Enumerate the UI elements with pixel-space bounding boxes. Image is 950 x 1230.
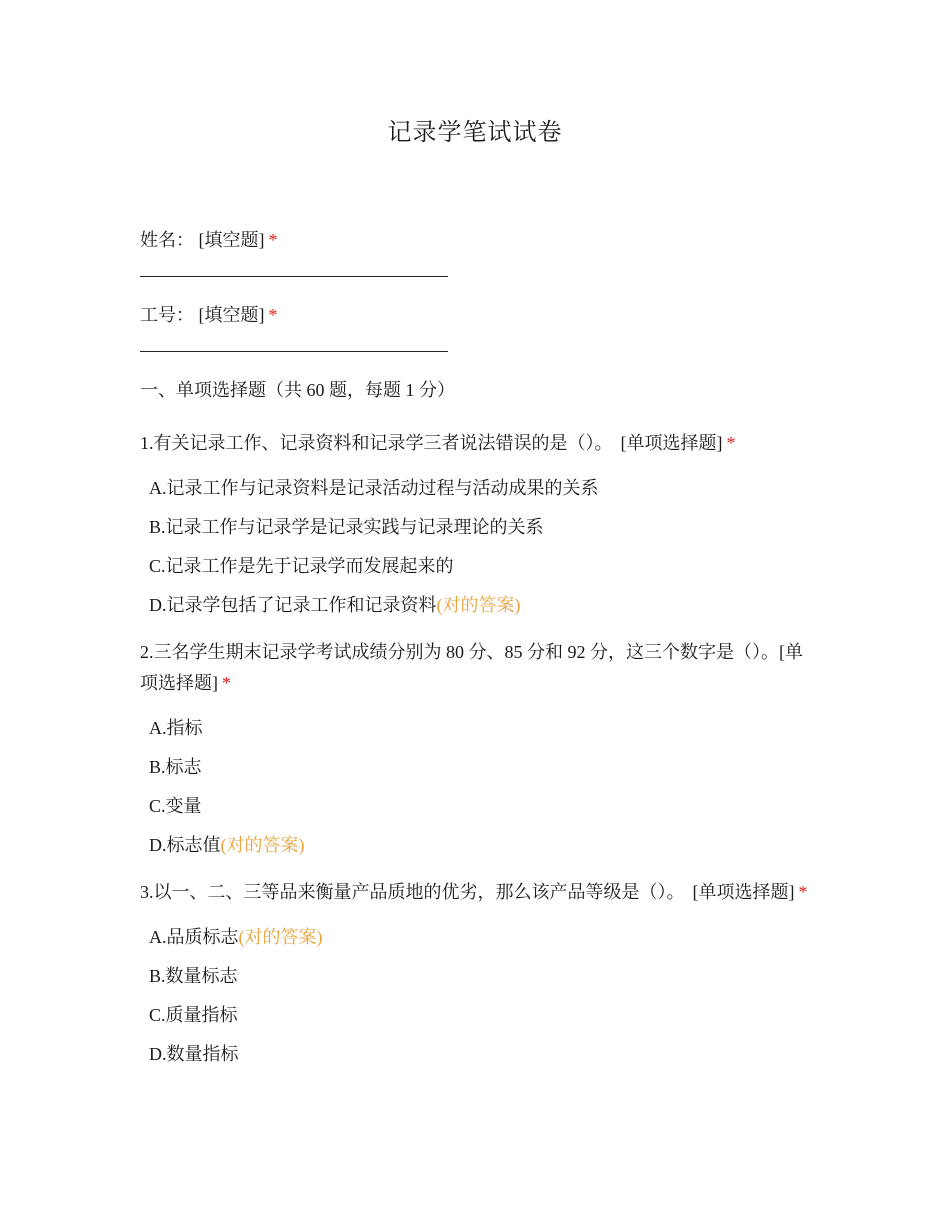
option-text: D.数量指标 [149,1044,239,1064]
option-text: D.记录学包括了记录工作和记录资料 [149,595,437,615]
section-heading: 一、单项选择题（共 60 题，每题 1 分） [140,380,455,400]
required-asterisk: * [268,305,278,325]
exam-content [140,226,810,1086]
question-2-text: 2.三名学生期末记录学考试成绩分别为 80 分、85 分和 92 分，这三个数字是（）。 [140,642,779,662]
question-1-option-c[interactable] [140,547,810,586]
question-2-option-c[interactable] [140,787,810,826]
option-text: A.品质标志 [149,927,239,947]
question-1-option-b[interactable] [140,508,810,547]
question-1-text-row [140,428,810,459]
option-text: B.记录工作与记录学是记录实践与记录理论的关系 [149,517,544,537]
question-1-type-tag: [单项选择题] [620,433,723,453]
required-asterisk: * [268,230,278,250]
correct-answer-mark: (对的答案) [238,927,323,947]
question-2-type-tag: [单项选择题] [140,642,803,693]
option-text: A.指标 [149,718,203,738]
name-field-type-tag: [填空题] [198,230,265,250]
question-1-option-a[interactable] [140,469,810,508]
required-asterisk: * [222,673,231,693]
correct-answer-mark: (对的答案) [436,595,521,615]
question-2-option-a[interactable] [140,709,810,748]
option-text: C.质量指标 [149,1005,238,1025]
question-3-option-d[interactable] [140,1035,810,1074]
question-2-option-d[interactable] [140,826,810,865]
name-input-line[interactable] [140,254,448,277]
question-3-text-row [140,877,810,908]
option-text: A.记录工作与记录资料是记录活动过程与活动成果的关系 [149,478,599,498]
option-text: D.标志值 [149,835,221,855]
question-3-text: 3.以一、二、三等品来衡量产品质地的优劣，那么该产品等级是（）。 [140,882,685,902]
required-asterisk: * [726,433,736,453]
question-2-option-b[interactable] [140,748,810,787]
employee-id-input-line[interactable] [140,329,448,352]
required-asterisk: * [798,882,808,902]
option-text: B.标志 [149,757,202,777]
question-2-text-row [140,637,810,699]
question-1 [140,428,810,625]
question-1-text: 1.有关记录工作、记录资料和记录学三者说法错误的是（）。 [140,433,613,453]
employee-id-field-label-row [140,301,810,329]
question-3 [140,877,810,1074]
employee-id-field-label: 工号： [140,305,194,325]
option-text: C.记录工作是先于记录学而发展起来的 [149,556,454,576]
name-field-label: 姓名： [140,230,194,250]
question-2 [140,637,810,865]
question-1-option-d[interactable] [140,586,810,625]
question-3-option-b[interactable] [140,957,810,996]
employee-id-field-type-tag: [填空题] [198,305,265,325]
question-3-type-tag: [单项选择题] [692,882,795,902]
question-3-option-a[interactable] [140,918,810,957]
correct-answer-mark: (对的答案) [220,835,305,855]
option-text: B.数量标志 [149,966,238,986]
option-text: C.变量 [149,796,202,816]
question-3-option-c[interactable] [140,996,810,1035]
name-field-label-row [140,226,810,254]
exam-title: 记录学笔试试卷 [387,120,563,146]
